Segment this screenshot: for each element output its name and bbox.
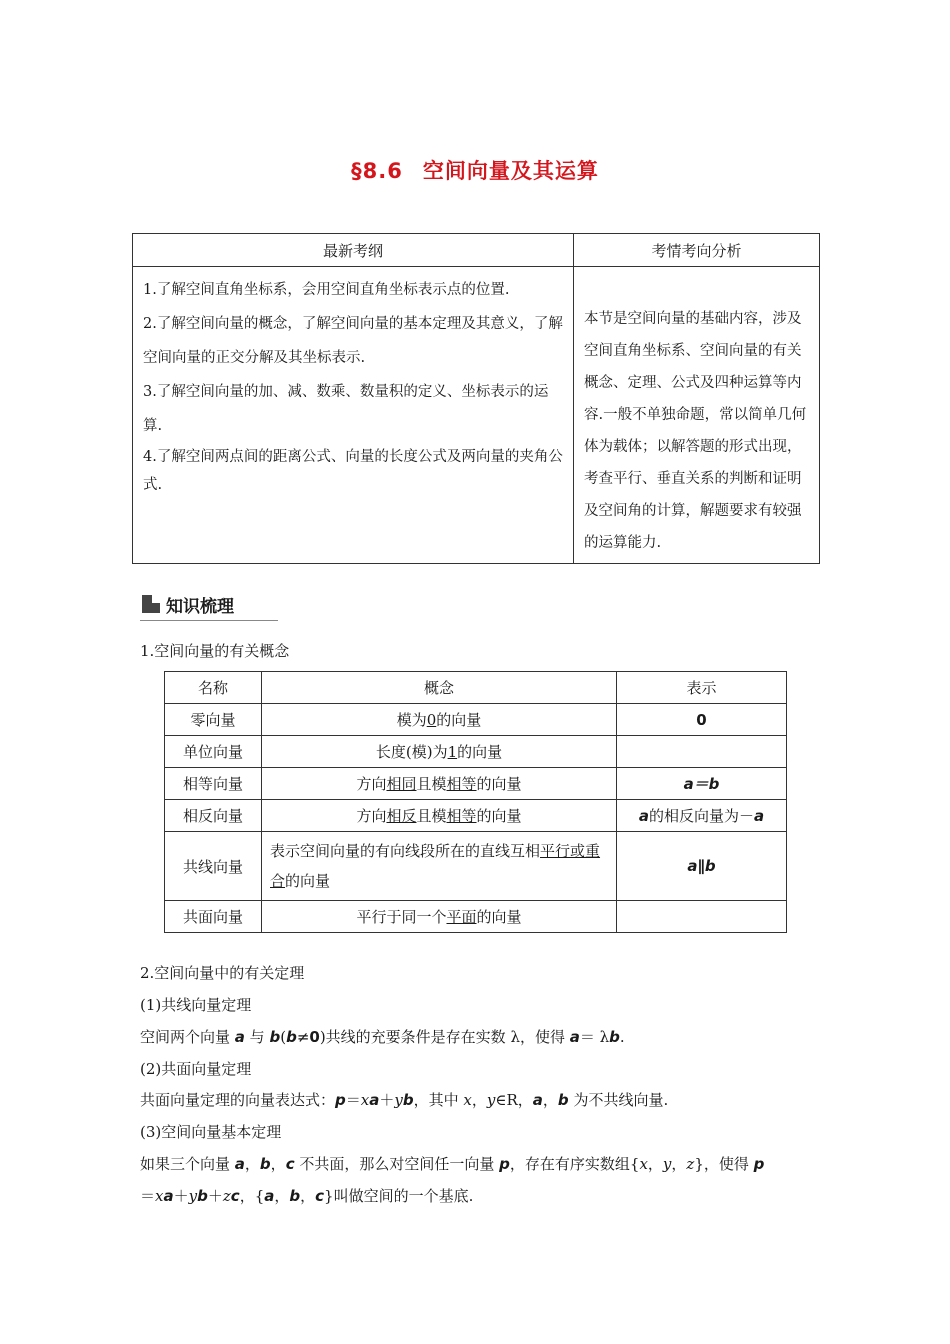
section-number: §8.6: [351, 159, 403, 183]
outline-table: [132, 233, 820, 564]
theorem1-text: 空间两个向量 a 与 b(b≠0)共线的充要条件是存在实数 λ，使得 a＝ λb.: [140, 1028, 625, 1046]
page-title: [0, 155, 950, 185]
theorem3-line1: 如果三个向量 a，b，c 不共面，那么对空间任一向量 p，存在有序实数组{x，y，z}，使得 p: [140, 1155, 765, 1173]
table-row: 单位向量 长度(模)为1的向量: [165, 736, 787, 768]
col-header-rep: 表示: [617, 672, 787, 704]
theorem2-title: (2)共面向量定理: [140, 1060, 252, 1078]
section-title: 空间向量及其运算: [422, 159, 599, 183]
outline-header-right: 考情考向分析: [574, 234, 820, 267]
col-header-concept: 概念: [262, 672, 617, 704]
theorems-heading: 2.空间向量中的有关定理: [140, 964, 305, 982]
concepts-heading: 1.空间向量的有关概念: [140, 642, 290, 660]
requirement-item: 2.了解空间向量的概念，了解空间向量的基本定理及其意义，了解空间向量的正交分解及其坐标表示.: [143, 316, 563, 366]
knowledge-heading: 知识梳理: [140, 590, 278, 621]
theorem3-line2: ＝xa＋yb＋zc，{a，b，c}叫做空间的一个基底.: [140, 1187, 474, 1205]
theorem3-title: (3)空间向量基本定理: [140, 1123, 282, 1141]
table-row: 零向量 模为0的向量 0: [165, 704, 787, 736]
theorem1-title: (1)共线向量定理: [140, 996, 252, 1014]
table-row: 共面向量 平行于同一个平面的向量: [165, 901, 787, 933]
requirement-item: 3.了解空间向量的加、减、数乘、数量积的定义、坐标表示的运算.: [143, 384, 549, 434]
outline-analysis: 本节是空间向量的基础内容，涉及空间直角坐标系、空间向量的有关概念、定理、公式及四种运算等内容.一般不单独命题，常以简单几何体为载体；以解答题的形式出现，考查平行、垂直关系的判断和证明及空间角的计算，解题要求有较强的运算能力.: [574, 267, 820, 564]
requirement-item: 1.了解空间直角坐标系，会用空间直角坐标表示点的位置.: [143, 282, 510, 298]
requirement-item: 4.了解空间两点间的距离公式、向量的长度公式及两向量的夹角公式.: [143, 449, 563, 493]
outline-requirements: [133, 267, 574, 564]
outline-header-left: 最新考纲: [133, 234, 574, 267]
square-icon: [142, 595, 160, 613]
table-row: 共线向量 表示空间向量的有向线段所在的直线互相平行或重合的向量 a∥b: [165, 832, 787, 901]
table-row: 相反向量 方向相反且模相等的向量 a的相反向量为－a: [165, 800, 787, 832]
col-header-name: 名称: [165, 672, 262, 704]
concepts-table: [164, 671, 787, 933]
table-row: 相等向量 方向相同且模相等的向量 a＝b: [165, 768, 787, 800]
theorem2-text: 共面向量定理的向量表达式：p＝xa＋yb，其中 x，y∈R，a，b 为不共线向量.: [140, 1091, 669, 1109]
